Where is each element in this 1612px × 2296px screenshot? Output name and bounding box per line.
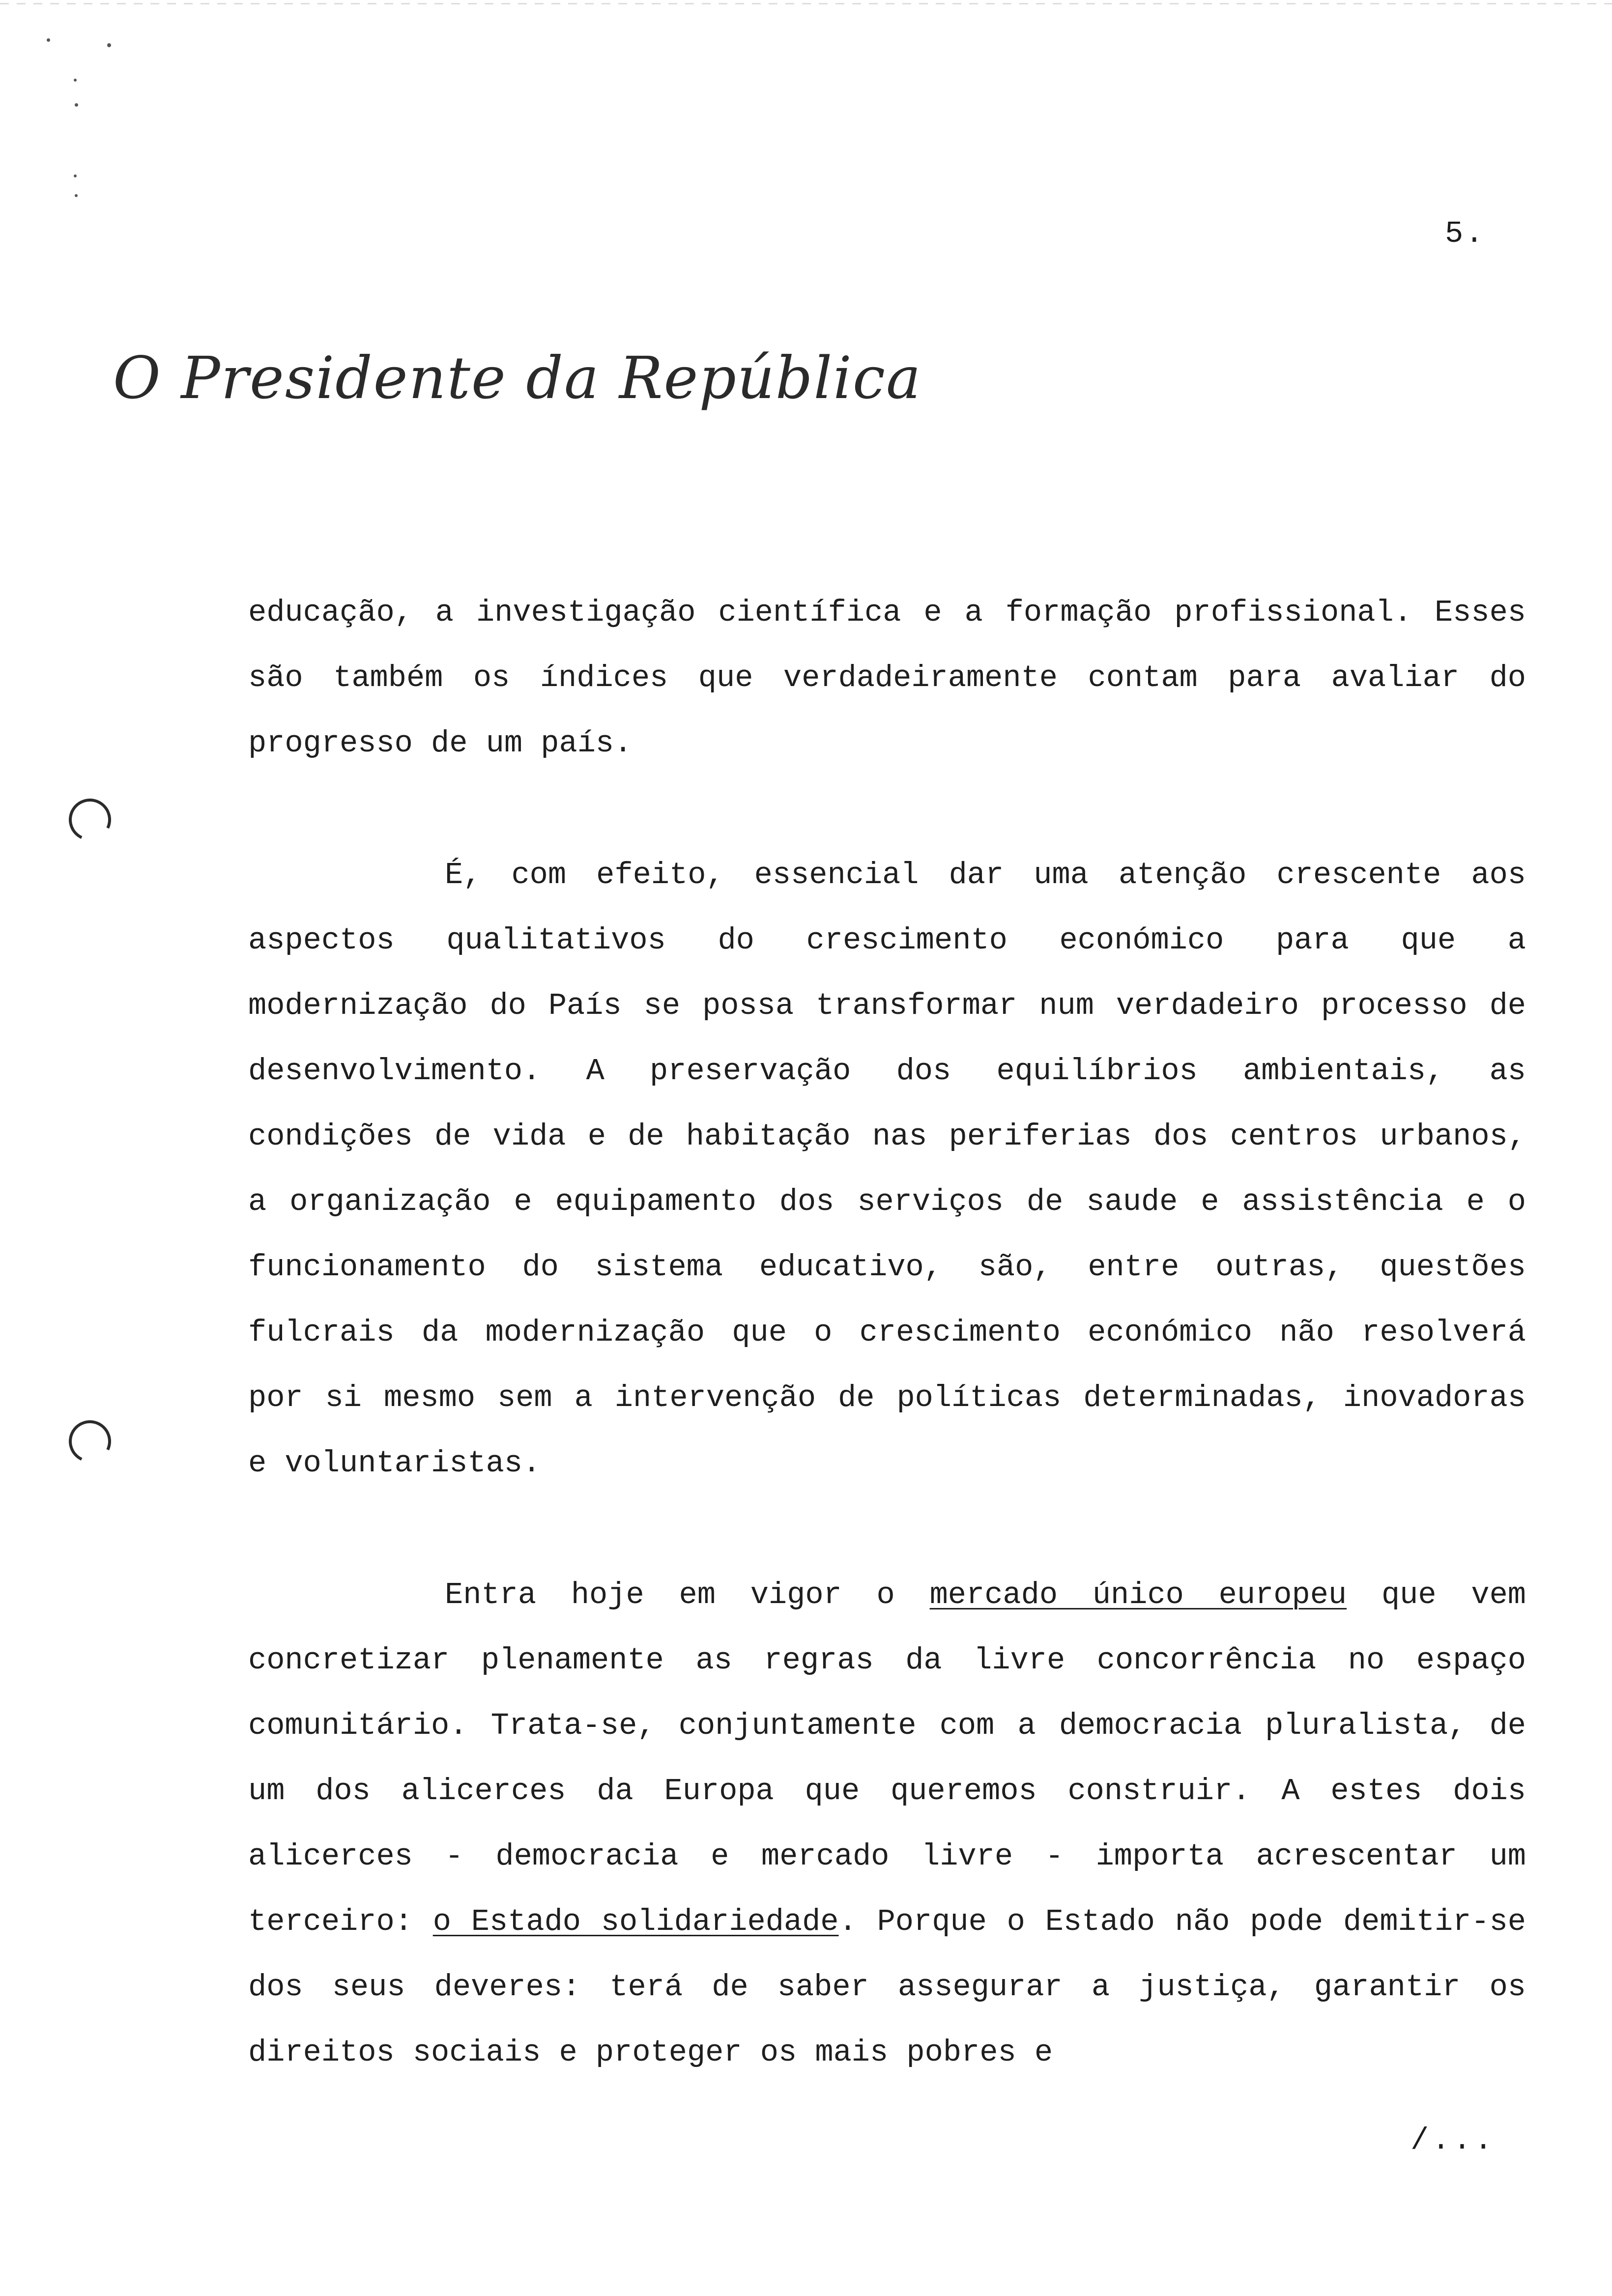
paragraph-text: Entra hoje em vigor o [445,1578,930,1612]
underlined-phrase: mercado único europeu [929,1578,1347,1612]
punch-hole-mark [63,1414,117,1468]
punch-hole-mark [63,793,117,847]
underlined-phrase: o Estado solidariedade [432,1904,839,1939]
letterhead-title: O Presidente da República [113,344,922,412]
scan-top-edge [0,3,1612,4]
paragraph-text: . Porque o Estado não pode demitir-se dos seus deveres: terá de saber assegurar a justiça, garantir os direitos sociais e proteger os mais pobres e [248,1904,1526,2070]
continuation-mark: /... [1410,2123,1496,2158]
paragraph-text: É, com efeito, essencial dar uma atenção crescente aos aspectos qualitativos do crescimento económico para que a modernização do País se possa transformar num verdadeiro processo de desenvolvimento. A preservação dos equilíbrios ambientais, as condições de vida e de habitação nas periferias dos centros urbanos, a organização e equipamento dos serviços de saude e assistência e o funcionamento do sistema educativo, são, entre outras, questões fulcrais da modernização que o crescimento económico não resolverá por si mesmo sem a intervenção de políticas determinadas, inovadoras e voluntaristas. [248,858,1526,1481]
letter-body [248,580,1526,2085]
scan-speck [75,103,78,107]
body-paragraph [248,580,1526,776]
page-number: 5. [1445,216,1486,251]
paragraph-text: educação, a investigação científica e a formação profissional. Esses são também os índices que verdadeiramente contam para avaliar do progresso de um país. [248,595,1526,761]
scan-speck [107,43,111,47]
paragraph-text: que vem concretizar plenamente as regras da livre concorrência no espaço comunitário. Trata-se, conjuntamente com a democracia pluralista, de um dos alicerces da Europa que queremos construir. A estes dois alicerces - democracia e mercado livre - importa acrescentar um terceiro: [248,1578,1526,1939]
body-paragraph [248,842,1526,1496]
scan-speck [75,194,78,197]
scan-speck [74,79,77,82]
scan-speck [74,174,77,177]
scan-speck [47,38,50,42]
body-paragraph [248,1562,1526,2085]
